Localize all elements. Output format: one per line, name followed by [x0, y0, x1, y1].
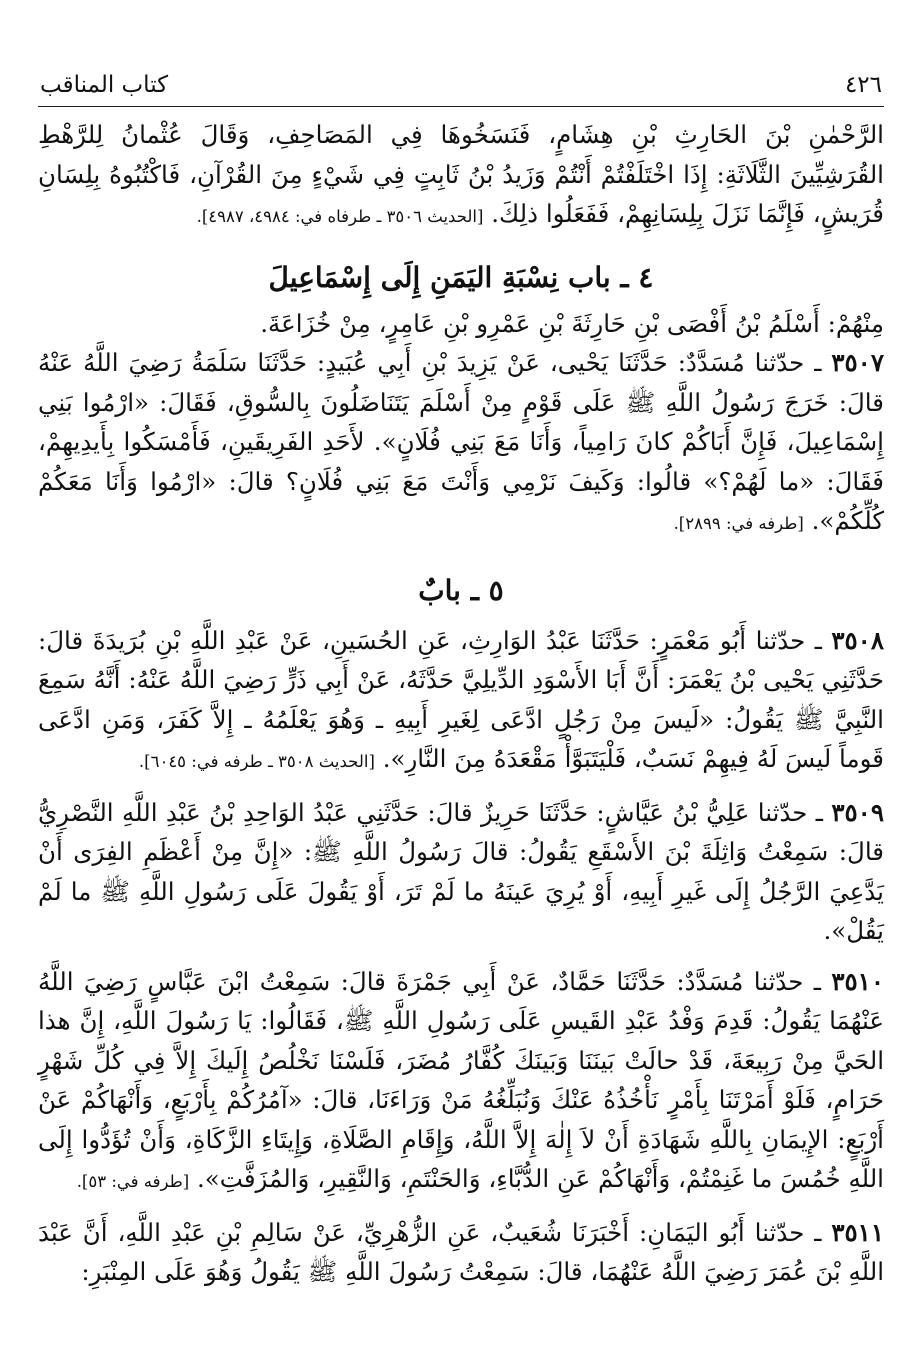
hadith-number: ٣٥١٠ — [831, 966, 884, 996]
book-title: كتاب المناقب — [40, 72, 169, 98]
page-number: ٤٢٦ — [844, 72, 882, 98]
continuation-paragraph — [38, 115, 884, 237]
continuation-text: الرَّحْمٰنِ بْنَ الحَارِثِ بْنِ هِشَامٍ، فَنَسَخُوهَا فِي المَصَاحِفِ، وَقَالَ عُثْمانُ لِلرَّهْطِ القُرَشِيِّينَ الثَّلَاثَةِ: إِذَا اخْتَلَفْتُمْ أَنْتُمْ وَزَيدُ بْنُ ثَابِتٍ فِي شَيْءٍ مِنَ القُرْآنِ، فَاكْتُبُوهُ بِلِسَانِ قُرَيشٍ، فَإِنَّمَا نَزَلَ بِلِسَانِهِمْ، فَفَعَلُوا ذلِكَ. — [38, 120, 884, 228]
hadith-3511 — [38, 1213, 884, 1292]
hadith-text: ـ حدّثنا أَبُو مَعْمَرٍ: حَدَّثَنَا عَبْدُ الوَارِثِ، عَنِ الحُسَينِ، عَنْ عَبْدِ اللَّهِ بْنِ بُرَيدَةَ قالَ: حَدَّثَنِي يَحْيى بْنُ يَعْمَرَ: أَنَّ أَبَا الأَسْوَدِ الدِّيلِيَّ حَدَّثَهُ، عَنْ أَبِي ذَرٍّ رَضِيَ اللَّهُ عَنْهُ: أَنَّهُ سَمِعَ النَّبِيَّ ﷺ يَقُولُ: «لَيسَ مِنْ رَجُلٍ ادَّعَى لِغَيرِ أَبِيهِ ـ وَهُوَ يَعْلَمُهُ ـ إِلاَّ كَفَرَ، وَمَنِ ادَّعَى قَوماً لَيسَ لَهُ فِيهِمْ نَسَبٌ، فَلْيَتَبَوَّأْ مَقْعَدَهُ مِنَ النَّارِ». — [38, 625, 884, 773]
hadith-3507 — [38, 343, 884, 544]
hadith-text: ـ حدّثنا عَلِيُّ بْنُ عَيَّاشٍ: حَدَّثَنَا حَرِيزٌ قالَ: حَدَّثَنِي عَبْدُ الوَاحِدِ بْنُ عَبْدِ اللَّهِ النَّصْرِيُّ قالَ: سَمِعْتُ وَاثِلَةَ بْنَ الأَسْقَعِ يَقُولُ: قالَ رَسُولُ اللَّهِ ﷺ: «إِنَّ مِنْ أَعْظَمِ الفِرَى أَنْ يَدَّعِيَ الرَّجُلُ إِلَى غَيرِ أَبِيهِ، أَوْ يُرِيَ عَينَهُ ما لَمْ تَرَ، أَوْ يَقُولَ عَلَى رَسُولِ اللَّهِ ﷺ ما لَمْ يَقُلْ». — [38, 797, 884, 945]
hadith-3509 — [38, 793, 884, 951]
hadith-note: [الحديث ٣٥٠٨ ـ طرفه في: ٦٠٤٥]. — [138, 752, 375, 771]
chapter-4-title: ٤ ـ باب نِسْبَةِ اليَمَنِ إِلَى إِسْمَاعِيلَ — [268, 260, 654, 294]
hadith-note: [طرفه في: ٢٨٩٩]. — [673, 514, 804, 533]
running-header — [38, 72, 884, 106]
book-page — [38, 72, 884, 1292]
hadith-note: [طرفه في: ٥٣]. — [76, 1172, 190, 1191]
chapter-4-subtitle: مِنْهُمْ: أَسْلَمُ بْنُ أَفْصَى بْنِ حَارِثَةَ بْنِ عَمْرِو بْنِ عَامِرٍ، مِنْ خُزَاعَةَ. — [260, 308, 884, 338]
hadith-number: ٣٥٠٨ — [831, 625, 884, 655]
hadith-3506-note: [الحديث ٣٥٠٦ ـ طرفاه في: ٤٩٨٤، ٤٩٨٧]. — [196, 207, 484, 226]
hadith-text: ـ حدّثنا أَبُو اليَمَانِ: أَخْبَرَنَا شُعَيبٌ، عَنِ الزُّهْرِيِّ، عَنْ سَالِمِ بْنِ عَبْدِ اللَّهِ، أَنَّ عَبْدَ اللَّهِ بْنَ عُمَرَ رَضِيَ اللَّهُ عَنْهُمَا، قالَ: سَمِعْتُ رَسُولَ اللَّهِ ﷺ يَقُولُ وَهُوَ عَلَى المِنْبَرِ: — [38, 1217, 884, 1286]
hadith-number: ٣٥٠٩ — [831, 797, 884, 827]
hadith-3510 — [38, 962, 884, 1202]
chapter-5-title: ٥ ـ بابٌ — [418, 573, 504, 607]
hadith-text: ـ حدّثنا مُسَدَّدٌ: حَدَّثَنَا حَمَّادٌ، عَنْ أَبِي جَمْرَةَ قالَ: سَمِعْتُ ابْنَ عَبَّاسٍ رَضِيَ اللَّهُ عَنْهُمَا يَقُولُ: قَدِمَ وَفْدُ عَبْدِ القَيسِ عَلَى رَسُولِ اللَّهِ ﷺ، فَقَالُوا: يَا رَسُولَ اللَّهِ، إِنَّ هذا الحَيَّ مِنْ رَبِيعَةَ، قَدْ حالَتْ بَينَنَا وَبَينَكَ كُفَّارُ مُضَرَ، فَلَسْنَا نَخْلُصُ إِلَيكَ إِلاَّ فِي كُلِّ شَهْرٍ حَرَامٍ، فَلَوْ أَمَرْتَنَا بِأَمْرٍ نَأْخُذُهُ عَنْكَ وَنُبَلِّغُهُ مَنْ وَرَاءَنَا، قالَ: «آمُرُكُمْ بِأَرْبَعٍ، وَأَنْهَاكُمْ عَنْ أَرْبَعٍ: الإِيمَانِ بِاللَّهِ شَهَادَةِ أَنْ لاَ إِلٰهَ إِلاَّ اللَّهُ، وَإِقَامِ الصَّلَاةِ، وَإِيتَاءِ الزَّكَاةِ، وَأَنْ تُؤَدُّوا إِلَى اللَّهِ خُمُسَ ما غَنِمْتُمْ، وَأَنْهَاكُمْ عَنِ الدُّبَّاءِ، وَالحَنْتَمِ، وَالنَّقِيرِ، وَالمُزَفَّتِ». — [38, 966, 884, 1193]
hadith-number: ٣٥٠٧ — [831, 348, 884, 377]
header-rule — [38, 106, 884, 107]
hadith-text: ـ حدّثنا مُسَدَّدٌ: حَدَّثَنَا يَحْيى، عَنْ يَزِيدَ بْنِ أَبِي عُبَيدٍ: حَدَّثَنَا سَلَمَةُ رَضِيَ اللَّهُ عَنْهُ قالَ: خَرَجَ رَسُولُ اللَّهِ ﷺ عَلَى قَوْمٍ مِنْ أَسْلَمَ يَتَنَاضَلُونَ بِالسُّوقِ، فَقَالَ: «ارْمُوا بَنِي إِسْمَاعِيلَ، فَإِنَّ أَبَاكُمْ كانَ رَامِياً، وَأَنَا مَعَ بَنِي فُلَانٍ». لأَحَدِ الفَرِيقَينِ، فَأَمْسَكُوا بِأَيدِيهِمْ، فَقَالَ: «ما لَهُمْ؟» قالُوا: وَكَيفَ نَرْمِي وَأَنْتَ مَعَ بَنِي فُلَانٍ؟ قالَ: «ارْمُوا وَأَنَا مَعَكُمْ كُلِّكُمْ». — [38, 348, 884, 535]
hadith-number: ٣٥١١ — [831, 1217, 884, 1247]
hadith-3508 — [38, 621, 884, 782]
